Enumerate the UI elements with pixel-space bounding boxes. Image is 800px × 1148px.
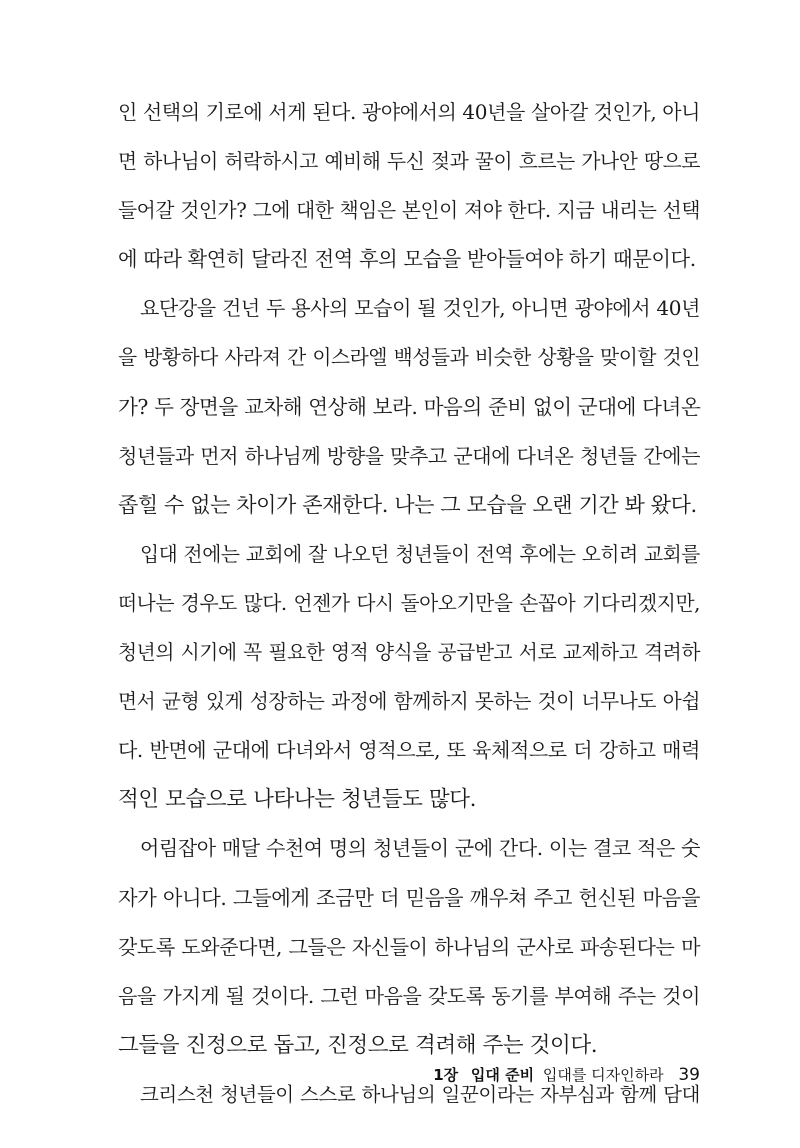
text-line: 가? 두 장면을 교차해 연상해 보라. 마음의 준비 없이 군대에 다녀온 xyxy=(118,394,701,419)
page-number: 39 xyxy=(678,1065,700,1085)
text-line: 다. 반면에 군대에 다녀와서 영적으로, 또 육체적으로 더 강하고 매력 xyxy=(118,738,700,763)
text-line: 을 방황하다 사라져 간 이스라엘 백성들과 비슷한 상황을 맞이할 것인 xyxy=(118,346,700,370)
text-line: 그들을 진정으로 돕고, 진정으로 격려해 주는 것이다. xyxy=(118,1032,598,1058)
text-line: 들어갈 것인가? 그에 대한 책임은 본인이 져야 한다. 지금 내리는 선택 xyxy=(118,199,700,223)
text-line: 갖도록 도와준다면, 그들은 자신들이 하나님의 군사로 파송된다는 마 xyxy=(118,934,700,959)
text-line: 요단강을 건넌 두 용사의 모습이 될 것인가, 아니면 광야에서 40년 xyxy=(140,296,700,321)
page-footer xyxy=(433,1064,700,1085)
text-line: 에 따라 확연히 달라진 전역 후의 모습을 받아들여야 하기 때문이다. xyxy=(118,247,696,272)
text-line: 크리스천 청년들이 스스로 하나님의 일꾼이라는 자부심과 함께 담대 xyxy=(140,1082,700,1106)
footer-section: 입대 준비 xyxy=(470,1066,535,1084)
text-line: 자가 아니다. 그들에게 조금만 더 믿음을 깨우쳐 주고 헌신된 마음을 xyxy=(118,885,700,910)
text-line: 청년들과 먼저 하나님께 방향을 맞추고 군대에 다녀온 청년들 간에는 xyxy=(118,443,700,468)
text-line: 적인 모습으로 나타나는 청년들도 많다. xyxy=(118,787,477,813)
text-line: 면서 균형 있게 성장하는 과정에 함께하지 못하는 것이 너무나도 아쉽 xyxy=(118,690,700,714)
text-line: 입대 전에는 교회에 잘 나오던 청년들이 전역 후에는 오히려 교회를 xyxy=(140,542,700,566)
text-line: 음을 가지게 될 것이다. 그런 마음을 갖도록 동기를 부여해 주는 것이 xyxy=(118,983,700,1008)
text-line: 청년의 시기에 꼭 필요한 영적 양식을 공급받고 서로 교제하고 격려하 xyxy=(118,641,700,665)
text-line: 좁힐 수 없는 차이가 존재한다. 나는 그 모습을 오랜 기간 봐 왔다. xyxy=(118,492,697,517)
text-line: 떠나는 경우도 많다. 언젠가 다시 돌아오기만을 손꼽아 기다리겠지만, xyxy=(118,591,700,615)
text-line: 인 선택의 기로에 서게 된다. 광야에서의 40년을 살아갈 것인가, 아니 xyxy=(118,100,701,124)
text-line: 어림잡아 매달 수천여 명의 청년들이 군에 간다. 이는 결코 적은 숫 xyxy=(140,836,700,861)
footer-title: 입대를 디자인하라 xyxy=(542,1066,664,1084)
footer-chapter: 1장 xyxy=(433,1066,459,1084)
text-line: 면 하나님이 허락하시고 예비해 두신 젖과 꿀이 흐르는 가나안 땅으로 xyxy=(118,150,700,174)
body-text xyxy=(118,88,700,1119)
